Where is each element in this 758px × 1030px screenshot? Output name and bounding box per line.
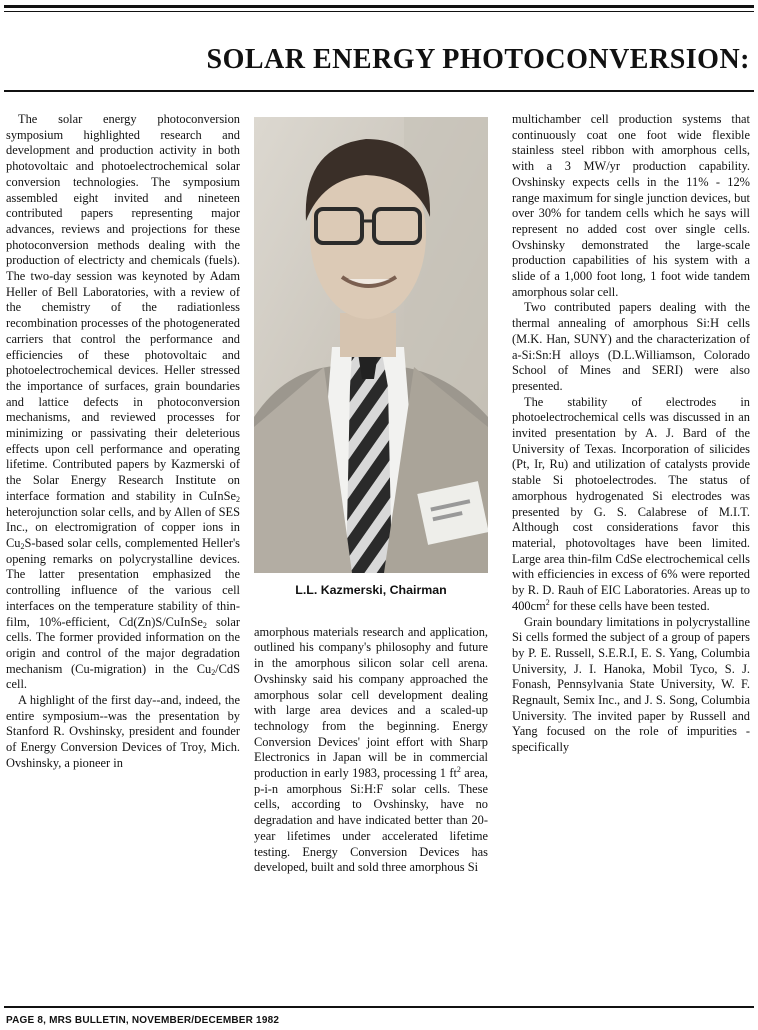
paragraph: Two contributed papers dealing with the thermal annealing of amorphous Si:H cells (M.K. Han, SUNY) and the characterization of a-Si:Sn:H alloys (D.L.Williamson, Colorado School of Mines and SERI) were also presented. <box>512 300 750 393</box>
paragraph: multichamber cell production systems that continuously coat one foot wide flexible stainless steel ribbon with amorphous cells, with a 3 MW/yr production capability. Ovshinsky expects cells in the 11% - 12% range maximum for single junction devices, but over 30% for tandem cells which he says will represent no added cost over single cells. Ovshinsky demonstrated the large-scale production capabilities of his system with a slide of a 1,000 foot long, 1 foot wide tandem amorphous solar cell. <box>512 112 750 299</box>
top-rule-thin <box>4 11 754 12</box>
portrait-photo <box>254 117 488 573</box>
article-column-3 <box>512 112 750 756</box>
article-column-1 <box>6 112 240 772</box>
footer-rule <box>4 1006 754 1008</box>
article-column-2 <box>254 117 488 876</box>
paragraph: The solar energy photoconversion symposium highlighted research and development and production activity in both photovoltaic and photoelectrochemical solar conversion technologies. The symposium assembled eight invited and nineteen contributed papers representing major advances, reviews and projections for these photoconversion methods dealing with the production of electricty and chemicals (fuels). The two-day session was keynoted by Adam Heller of Bell Laboratories, with a review of the chemistry of the radiationless recombination processes of the photogenerated carriers that control the performance and efficiencies of these photovoltaic and photoelectrochemical devices. Heller stressed the importance of surfaces, grain boundaries and lattice defects in photoconversion mechanisms, and reviewed processes for minimizing or passivating their deleterious effects upon cell performance and operating lifetime. Contributed papers by Kazmerski of the Solar Energy Research Institute on interface formation and stability in CuInSe$_2$ heterojunction solar cells, and by Allen of SES Inc., on electromigration of copper ions in $Cu_2S$-based solar cells, complemented Heller's opening remarks on polycrystalline devices. The latter presentation emphasized the controlling influence of the various cell interfaces on the temperature stability of thin-film, 10%-efficient, Cd(Zn)S/CuInSe$_2$ solar cells. The former provided information on the origin and control of the major degradation mechanism (Cu-migration) in the $Cu_2$/CdS cell. <box>6 112 240 692</box>
paragraph: Grain boundary limitations in polycrystalline Si cells formed the subject of a group of papers by P. E. Russell, S.E.R.I, E. S. Yang, Columbia University, J. I. Hanoka, Mobil Tyco, S. J. Fonash, Pennsylvania State University, W. F. Regnault, Semix Inc., and J. S. Song, Columbia University. The invited paper by Russell and Yang focused on the role of impurities - specifically <box>512 614 750 755</box>
photo-caption: L.L. Kazmerski, Chairman <box>295 583 447 597</box>
paragraph: amorphous materials research and application, outlined his company's philosophy and future in the amorphous silicon solar cell arena. Ovshinsky said his company approached the amorphous solar cell development dealing with large area devices and a scaled-up technology from the beginning. Energy Conversion Devices' joint effort with Sharp Electronics in Japan will be in commercial production in early 1983, processing 1 $ft^2$ area, p-i-n amorphous Si:H:F solar cells. These cells, according to Ovshinsky, have no degradation and have indicated better than 20-year lifetimes under accelerated lifetime testing. Energy Conversion Devices has developed, built and sold three amorphous Si <box>254 624 488 875</box>
paragraph: The stability of electrodes in photoelectrochemical cells was discussed in an invited presentation by A. J. Bard of the University of Texas. Incorporation of silicides (Pt, Ir, Ru) and utilization of catalysts provide stable Si photoelectrodes. The status of amorphous hydrogenated Si electrodes was presented by G. S. Calabrese of M.I.T. Although cost considerations favor this material, photovoltages have been limited. Large area thin-film CdSe electrochemical cells with efficiencies in excess of 6% were reported by R. D. Rauh of EIC Laboratories. Areas up to $400cm^2$ for these cells have been tested. <box>512 394 750 613</box>
page-footer: PAGE 8, MRS BULLETIN, NOVEMBER/DECEMBER 1982 <box>6 1015 280 1026</box>
paragraph: A highlight of the first day--and, indeed, the entire symposium--was the presentation by Stanford R. Ovshinsky, president and founder of Energy Conversion Devices of Troy, Mich. Ovshinsky, a pioneer in <box>6 693 240 770</box>
top-rule <box>4 5 754 8</box>
headline-rule <box>4 90 754 92</box>
article-headline: SOLAR ENERGY PHOTOCONVERSION: <box>206 44 750 75</box>
